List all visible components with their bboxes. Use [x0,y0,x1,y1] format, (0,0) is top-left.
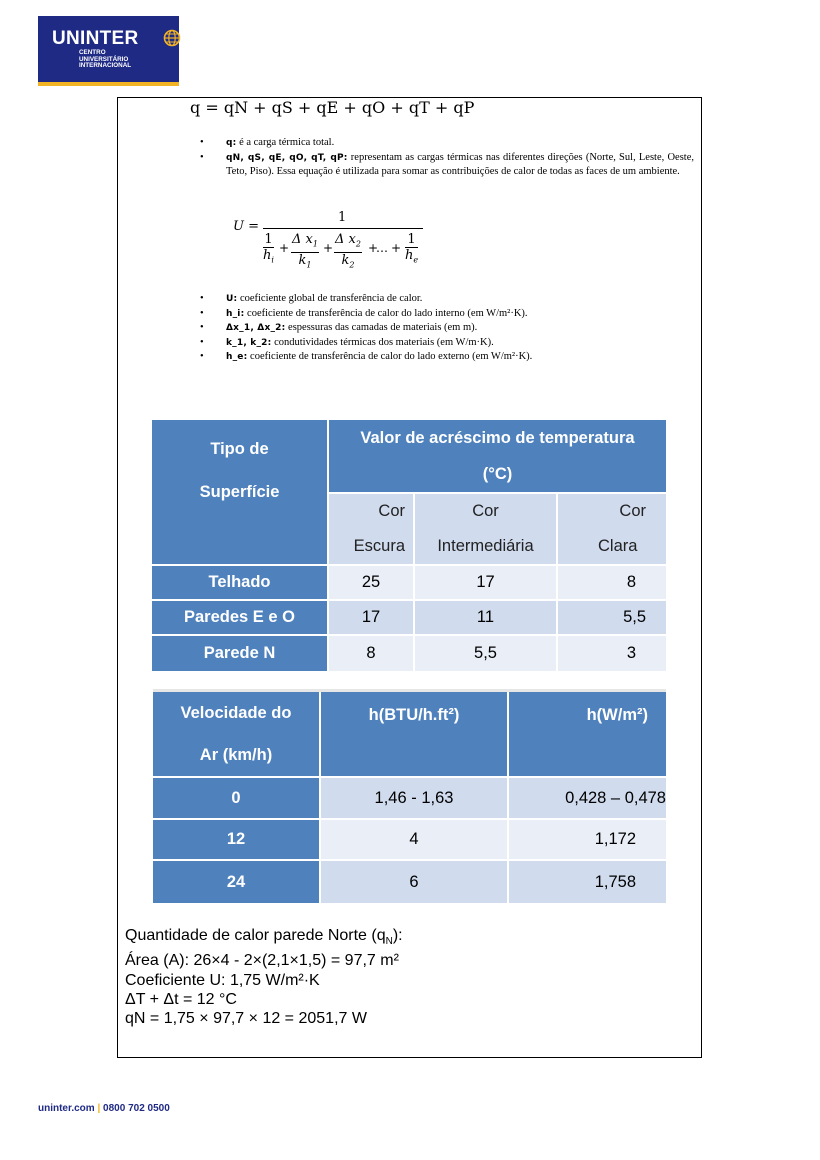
header-surface-type: Tipo de Superfície [152,420,328,565]
list-item: • qN, qS, qE, qO, qT, qP: representam as cargas térmicas nas diferentes direções (Norte, Sul, Leste, Oeste, Teto, Piso). Essa equação é utilizada para somar as contribuições de calor de todas as faces de um ambiente. [200,151,694,177]
north-wall-calculation [125,926,403,1028]
logo-subtitle: CENTRO UNIVERSITÁRIO INTERNACIONAL [79,49,132,70]
table-row: Telhado 25 17 8 [152,565,666,600]
footer-site[interactable]: uninter.com [38,1103,95,1114]
definition-list-loads [200,136,694,180]
definition-list-u [200,292,694,365]
list-item: • k_1, k_2: condutividades térmicas dos materiais (em W/m·K). [200,336,494,348]
table-row: 24 6 1,758 [153,860,666,903]
header-light-color: Cor Clara [557,493,666,565]
table-row: 12 4 1,172 [153,819,666,860]
header-intermediate-color: Cor Intermediária [414,493,557,565]
list-item: • h_e: coeficiente de transferência de calor do lado externo (em W/m²·K). [200,351,533,362]
logo-brand: UNINTER [52,28,139,49]
calc-result: qN = 1,75 × 97,7 × 12 = 2051,7 W [125,1010,367,1027]
temperature-increment-table [152,420,666,671]
uninter-logo [38,16,179,86]
header-dark-color: Cor Escura [328,493,414,565]
footer-phone: 0800 702 0500 [103,1103,170,1114]
calc-area: Área (A): 26×4 - 2×(2,1×1,5) = 97,7 m² [125,952,399,970]
globe-icon [163,29,181,47]
calc-delta-t: ΔT + Δt = 12 °C [125,990,237,1008]
calc-u-coefficient: Coeficiente U: 1,75 W/m²·K [125,971,320,989]
heat-load-equation: q = qN + qS + qE + qO + qT + qP [190,98,475,117]
table-row: Parede N 8 5,5 3 [152,635,666,671]
u-coefficient-formula: U = 1 $\frac{1}{h_i}$ + $\frac{\Delta x_1}{k_1}$ + $\frac{\Delta x_2}{k_2}$ + … + $\frac{1}{h_e}$ [233,210,428,275]
table-row: 0 1,46 - 1,63 0,428 – 0,478 [153,777,666,819]
list-item: • h_i: coeficiente de transferência de calor do lado interno (em W/m²·K). [200,307,528,319]
calc-heading: Quantidade de calor parede Norte $(q_N)$: [125,927,403,948]
list-item: • q: é a carga térmica total. [200,137,335,148]
footer-contact: uninter.com | 0800 702 0500 [38,1103,170,1114]
table-row: Paredes E e O 17 11 5,5 [152,600,666,635]
header-air-velocity: Velocidade do Ar (km/h) [153,691,320,778]
list-item: • U: coeficiente global de transferência de calor. [200,293,423,304]
header-h-btu: h(BTU/h.ft²) [320,691,508,778]
list-item: • Δx_1, Δx_2: espessuras das camadas de materiais (em m). [200,322,478,333]
header-temperature-increment: Valor de acréscimo de temperatura (°C) [328,420,666,493]
air-velocity-table [153,689,666,903]
header-h-wm2: h(W/m²) [508,691,666,778]
